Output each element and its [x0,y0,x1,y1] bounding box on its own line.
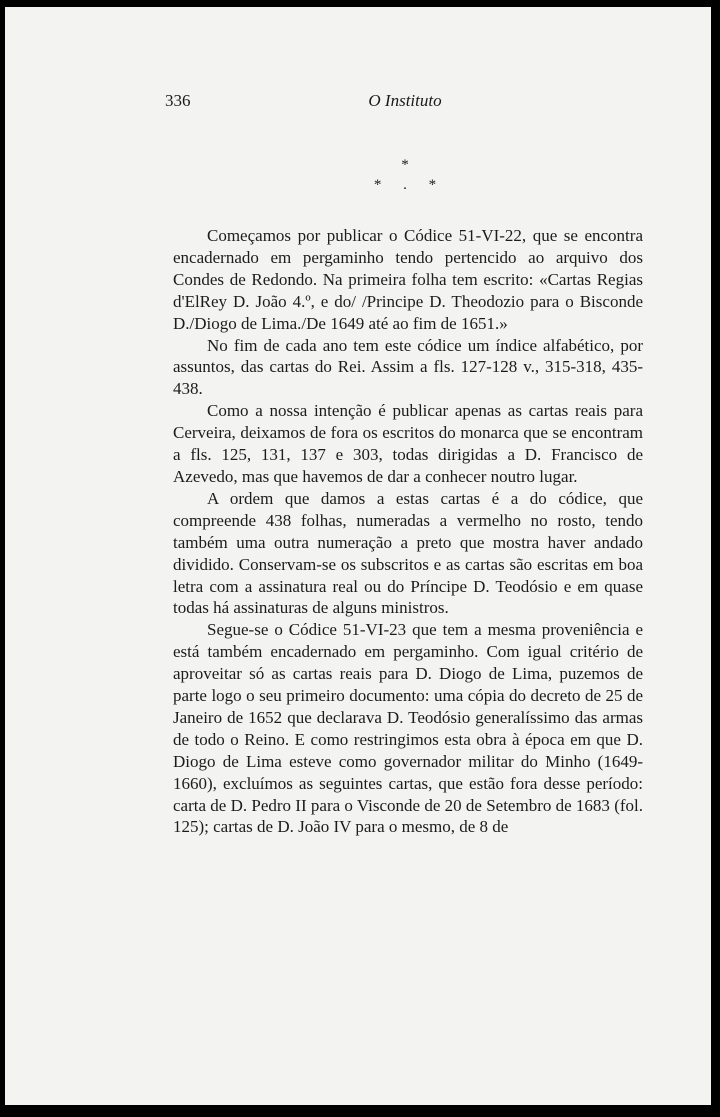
page-number: 336 [165,91,191,110]
paragraph-5: Segue-se o Códice 51-VI-23 que tem a mesma proveniência e está também encadernado em pergaminho. Com igual critério de aproveitar só as cartas reais para D. Diogo de Lima, puzemos de parte logo o seu primeiro documento: uma cópia do decreto de 25 de Janeiro de 1652 que declarava D. Teodósio generalíssimo das armas de todo o Reino. E como restringimos esta obra à época em que D. Diogo de Lima esteve como governador militar do Minho (1649-1660), excluímos as seguintes cartas, que estão fora desse período: carta de D. Pedro II para o Visconde de 20 de Setembro de 1683 (fol. 125); cartas de D. João IV para o mesmo, de 8 de [173,620,643,837]
paragraph-2: No fim de cada ano tem este códice um índice alfabético, por assuntos, das cartas do Rei. Assim a fls. 127-128 v., 315-318, 435-438. [173,335,643,399]
separator-bottom-stars: * . * [373,177,437,193]
running-head [165,91,645,115]
separator-top-star: * [401,157,409,173]
paragraph-4: A ordem que damos a estas cartas é a do códice, que compreende 438 folhas, numeradas a vermelho no rosto, tendo também uma outra numeração a preto que mostra haver andado dividido. Conservam-se os subscritos e as cartas são escritas em boa letra com a assinatura real ou do Príncipe D. Teodósio e em quase todas há assinaturas de alguns ministros. [173,488,643,618]
journal-title: O Instituto [368,91,442,110]
paragraph-3: Como a nossa intenção é publicar apenas as cartas reais para Cerveira, deixamos de fora os escritos do monarca que se encontram a fls. 125, 131, 137 e 303, todas dirigidas a D. Francisco de Azevedo, mas que havemos de dar a conhecer noutro lugar. [173,401,643,486]
section-separator [165,155,645,205]
document-page [5,7,711,1105]
body-text [173,225,643,838]
paragraph-1: Começamos por publicar o Códice 51-VI-22, que se encontra encadernado em pergaminho tendo pertencido ao arquivo dos Condes de Redondo. Na primeira folha tem escrito: «Cartas Regias d'ElRey D. João 4.º, e do/ /Principe D. Theodozio para o Bisconde D./Diogo de Lima./De 1649 até ao fim de 1651.» [173,226,643,333]
